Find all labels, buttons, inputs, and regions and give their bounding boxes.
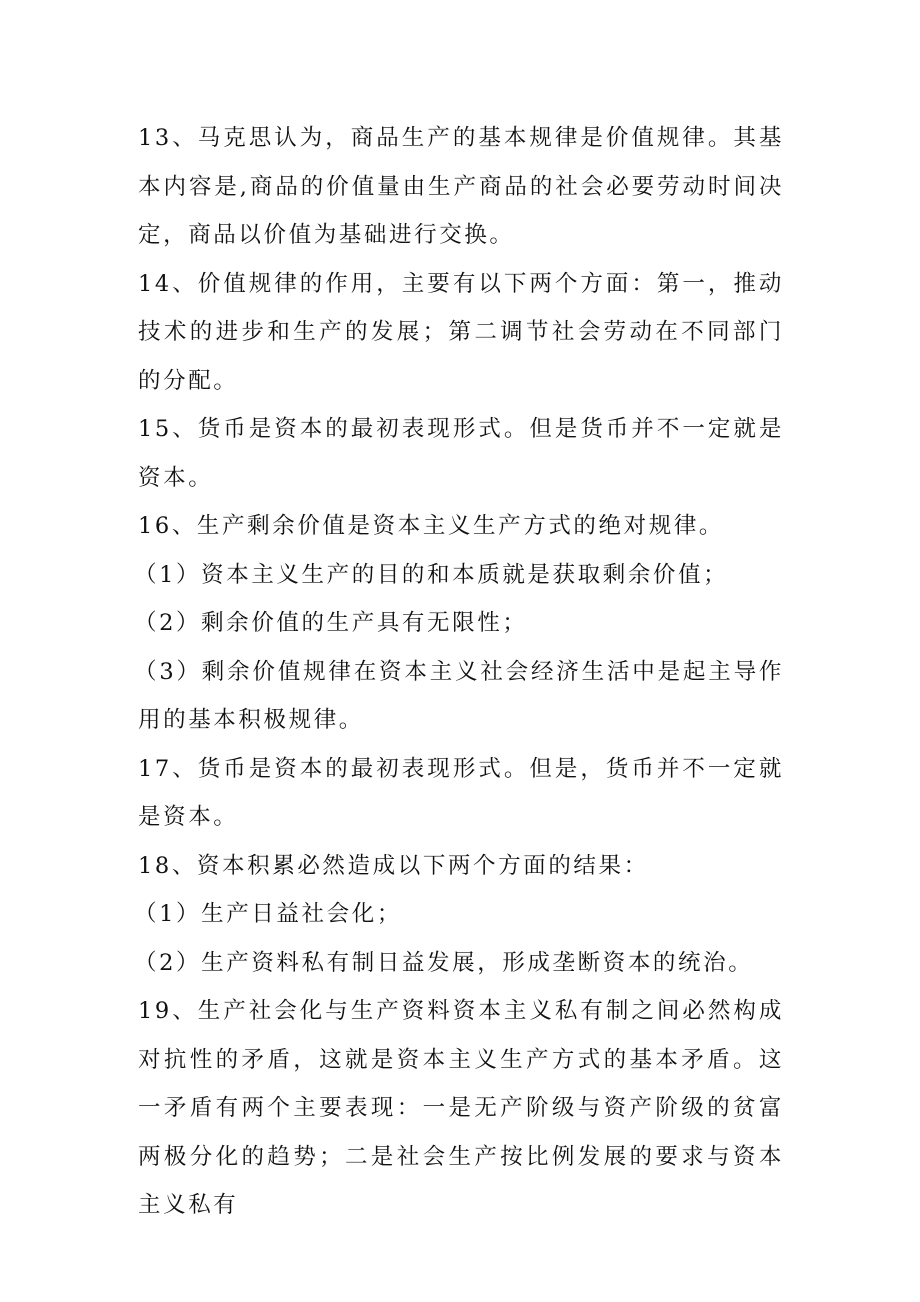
paragraph-16-item-1: （1）资本主义生产的目的和本质就是获取剩余价值； bbox=[134, 561, 729, 588]
paragraph-16-item-2: （2）剩余价值的生产具有无限性； bbox=[134, 610, 528, 636]
paragraph-14: 14、价值规律的作用，主要有以下两个方面：第一，推动技术的进步和生产的发展；第二调节社会劳动在不同部门的分配。 bbox=[138, 270, 784, 394]
paragraph-18-item-2: （2）生产资料私有制日益发展，形成垄断资本的统治。 bbox=[134, 949, 754, 976]
paragraph-16: 16、生产剩余价值是资本主义生产方式的绝对规律。 bbox=[138, 513, 725, 539]
paragraph-13: 13、马克思认为，商品生产的基本规律是价值规律。其基本内容是,商品的价值量由生产商品的社会必要劳动时间决定，商品以价值为基础进行交换。 bbox=[138, 125, 784, 248]
paragraph-19: 19、生产社会化与生产资料资本主义私有制之间必然构成对抗性的矛盾，这就是资本主义生产方式的基本矛盾。这一矛盾有两个主要表现：一是无产阶级与资产阶级的贫富两极分化的趋势；二是社会生产按比例发展的要求与资本主义私有 bbox=[138, 998, 784, 1218]
document-body bbox=[134, 114, 784, 1230]
paragraph-18-item-1: （1）生产日益社会化； bbox=[134, 901, 402, 927]
paragraph-18: 18、资本积累必然造成以下两个方面的结果： bbox=[138, 852, 649, 879]
paragraph-16-item-3: （3）剩余价值规律在资本主义社会经济生活中是起主导作用的基本积极规律。 bbox=[134, 658, 784, 733]
paragraph-15: 15、货币是资本的最初表现形式。但是货币并不一定就是资本。 bbox=[138, 416, 784, 491]
paragraph-17: 17、货币是资本的最初表现形式。但是，货币并不一定就是资本。 bbox=[138, 755, 784, 830]
